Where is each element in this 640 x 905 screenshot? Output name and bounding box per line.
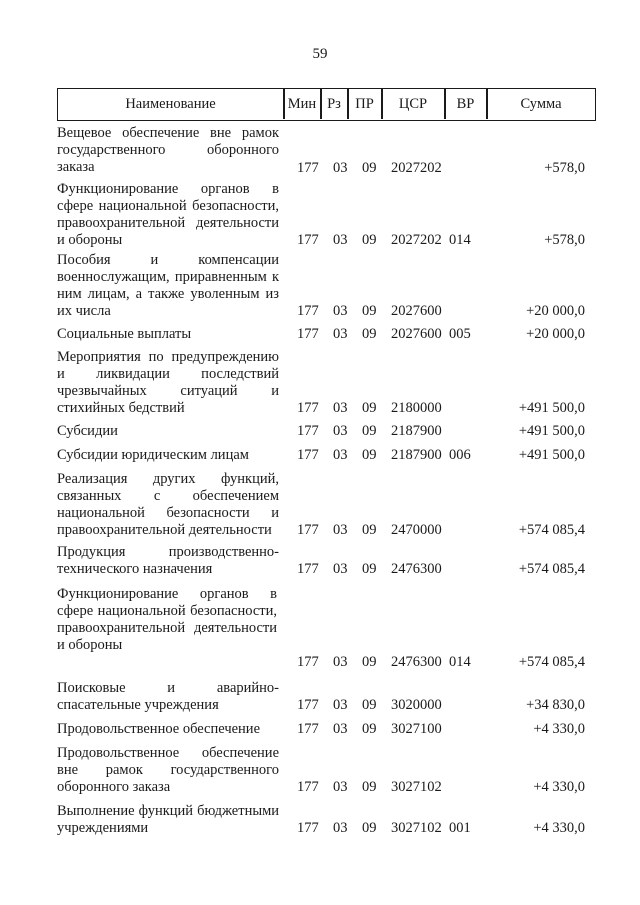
row-pr: 09	[362, 697, 377, 713]
row-pr: 09	[362, 721, 377, 737]
row-min: 177	[297, 561, 319, 577]
table-row	[0, 349, 640, 417]
table-row	[0, 586, 640, 671]
row-rz: 03	[333, 697, 348, 713]
row-name: Мероприятия по предупреждению и ликвидации последствий чрезвычайных ситуаций и стихийных бедствий	[57, 349, 279, 416]
row-pr: 09	[362, 820, 377, 836]
row-csr: 3020000	[391, 697, 442, 713]
row-rz: 03	[333, 522, 348, 538]
row-csr: 2187900	[391, 447, 442, 463]
row-name: Пособия и компенсации военнослужащим, приравненным к ним лицам, а также уволенным из их числа	[57, 252, 279, 319]
row-pr: 09	[362, 654, 377, 670]
header-min: Мин	[287, 96, 317, 112]
row-csr: 3027102	[391, 820, 442, 836]
table-row	[0, 125, 640, 177]
row-min: 177	[297, 697, 319, 713]
row-rz: 03	[333, 447, 348, 463]
header-csr: ЦСР	[398, 96, 428, 112]
row-min: 177	[297, 522, 319, 538]
table-row	[0, 544, 640, 578]
row-min: 177	[297, 721, 319, 737]
row-rz: 03	[333, 303, 348, 319]
row-min: 177	[297, 423, 319, 439]
table-row	[0, 447, 640, 464]
row-rz: 03	[333, 160, 348, 176]
row-sum: +491 500,0	[518, 400, 585, 416]
row-sum: +491 500,0	[518, 423, 585, 439]
row-csr: 2180000	[391, 400, 442, 416]
row-name: Социальные выплаты	[57, 326, 192, 342]
header-sum: Сумма	[520, 96, 562, 112]
row-sum: +574 085,4	[518, 654, 585, 670]
table-row	[0, 252, 640, 320]
row-pr: 09	[362, 779, 377, 795]
row-sum: +20 000,0	[526, 303, 585, 319]
table-row	[0, 803, 640, 837]
table-row	[0, 181, 640, 249]
row-vr: 006	[449, 447, 471, 463]
row-vr: 001	[449, 820, 471, 836]
row-sum: +574 085,4	[518, 522, 585, 538]
row-min: 177	[297, 326, 319, 342]
row-rz: 03	[333, 561, 348, 577]
row-pr: 09	[362, 326, 377, 342]
row-name: Выполнение функций бюджетными учреждениями	[57, 803, 279, 836]
row-pr: 09	[362, 423, 377, 439]
row-min: 177	[297, 820, 319, 836]
table-row	[0, 471, 640, 539]
row-min: 177	[297, 779, 319, 795]
header-vr: ВР	[456, 96, 475, 112]
row-sum: +34 830,0	[526, 697, 585, 713]
row-csr: 2027600	[391, 303, 442, 319]
row-name: Функционирование органов в сфере национальной безопасности, правоохранительной деятельности и обороны	[57, 181, 279, 248]
row-pr: 09	[362, 447, 377, 463]
row-name: Продовольственное обеспечение вне рамок государственного оборонного заказа	[57, 745, 279, 795]
row-csr: 2027202	[391, 160, 442, 176]
row-pr: 09	[362, 303, 377, 319]
row-name: Реализация других функций, связанных с обеспечением национальной безопасности и правоохранительной деятельности	[57, 471, 279, 538]
table-row	[0, 423, 640, 440]
row-csr: 3027102	[391, 779, 442, 795]
table-row	[0, 745, 640, 796]
row-name: Продукция производственно-технического назначения	[57, 544, 279, 577]
header-pr: ПР	[355, 96, 374, 112]
row-rz: 03	[333, 423, 348, 439]
row-name: Вещевое обеспечение вне рамок государственного оборонного заказа	[57, 125, 279, 175]
row-sum: +4 330,0	[533, 721, 585, 737]
row-name: Функционирование органов в сфере национальной безопасности, правоохранительной деятельности и обороны	[57, 586, 277, 653]
row-min: 177	[297, 654, 319, 670]
row-vr: 005	[449, 326, 471, 342]
row-min: 177	[297, 400, 319, 416]
row-pr: 09	[362, 400, 377, 416]
row-csr: 2027202	[391, 232, 442, 248]
row-pr: 09	[362, 232, 377, 248]
table-row	[0, 721, 640, 738]
row-sum: +4 330,0	[533, 779, 585, 795]
row-name: Субсидии	[57, 423, 118, 439]
table-row	[0, 326, 640, 343]
row-min: 177	[297, 303, 319, 319]
row-csr: 2476300	[391, 654, 442, 670]
row-min: 177	[297, 160, 319, 176]
row-pr: 09	[362, 522, 377, 538]
row-sum: +574 085,4	[518, 561, 585, 577]
row-min: 177	[297, 232, 319, 248]
row-rz: 03	[333, 820, 348, 836]
row-rz: 03	[333, 326, 348, 342]
row-sum: +491 500,0	[518, 447, 585, 463]
row-csr: 2476300	[391, 561, 442, 577]
row-csr: 2027600	[391, 326, 442, 342]
row-csr: 2470000	[391, 522, 442, 538]
row-sum: +20 000,0	[526, 326, 585, 342]
row-min: 177	[297, 447, 319, 463]
row-rz: 03	[333, 232, 348, 248]
row-name: Продовольственное обеспечение	[57, 721, 260, 737]
row-csr: 3027100	[391, 721, 442, 737]
row-sum: +4 330,0	[533, 820, 585, 836]
row-rz: 03	[333, 779, 348, 795]
header-name: Наименование	[125, 96, 216, 112]
row-vr: 014	[449, 654, 471, 670]
row-pr: 09	[362, 160, 377, 176]
row-rz: 03	[333, 721, 348, 737]
row-vr: 014	[449, 232, 471, 248]
header-rz: Рз	[327, 96, 341, 112]
row-sum: +578,0	[544, 160, 585, 176]
row-csr: 2187900	[391, 423, 442, 439]
row-name: Субсидии юридическим лицам	[57, 447, 249, 463]
row-rz: 03	[333, 400, 348, 416]
row-name: Поисковые и аварийно-спасательные учреждения	[57, 680, 279, 713]
row-pr: 09	[362, 561, 377, 577]
row-sum: +578,0	[544, 232, 585, 248]
table-row	[0, 680, 640, 714]
page-number: 59	[312, 46, 328, 62]
row-rz: 03	[333, 654, 348, 670]
